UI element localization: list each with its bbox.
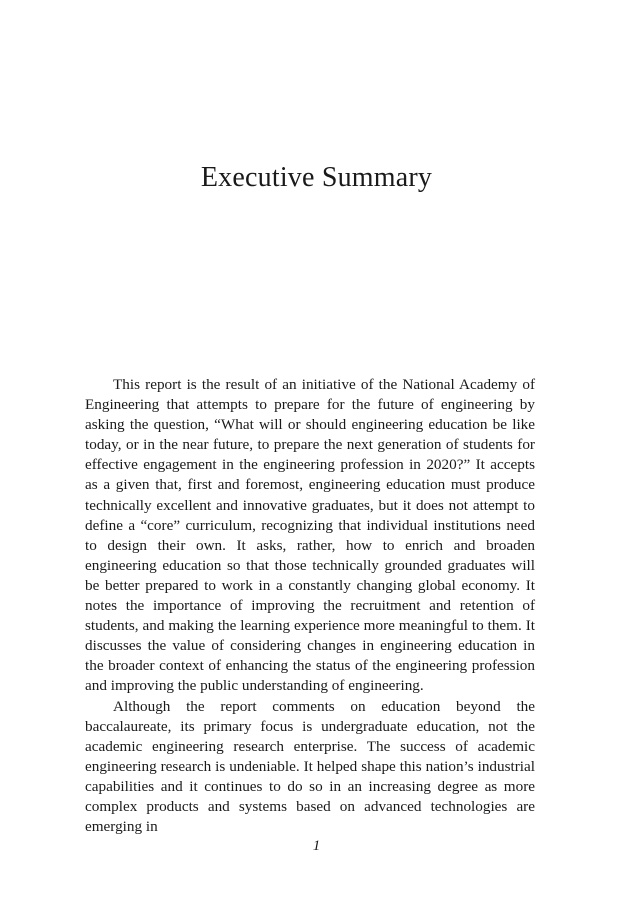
body-text xyxy=(85,375,535,837)
page-number: 1 xyxy=(312,838,321,854)
paragraph-1: This report is the result of an initiative of the National Academy of Engineering that attempts to prepare for the future of engineering by asking the question, “What will or should engineering education be like today, or in the near future, to prepare the next generation of students for effective engagement in the engineering profession in 2020?” It accepts as a given that, first and foremost, engineering education must produce technically excellent and innovative graduates, but it does not attempt to define a “core” curriculum, recognizing that individual institutions need to design their own. It asks, rather, how to enrich and broaden engineering education so that those technically grounded graduates will be better prepared to work in a constantly changing global economy. It notes the importance of improving the recruitment and retention of students, and making the learning experience more meaningful to them. It discusses the value of considering changes in engineering education in the broader context of enhancing the status of the engineering profession and improving the public understanding of engineering. xyxy=(85,376,535,695)
page-title: Executive Summary xyxy=(200,162,433,193)
paragraph-2: Although the report comments on education beyond the baccalaureate, its primary focus is undergraduate education, not the academic engineering research enterprise. The success of academic engineering research is undeniable. It helped shape this nation’s industrial capabilities and it continues to do so in an increasing degree as more complex products and systems based on advanced technologies are emerging in xyxy=(85,697,535,836)
